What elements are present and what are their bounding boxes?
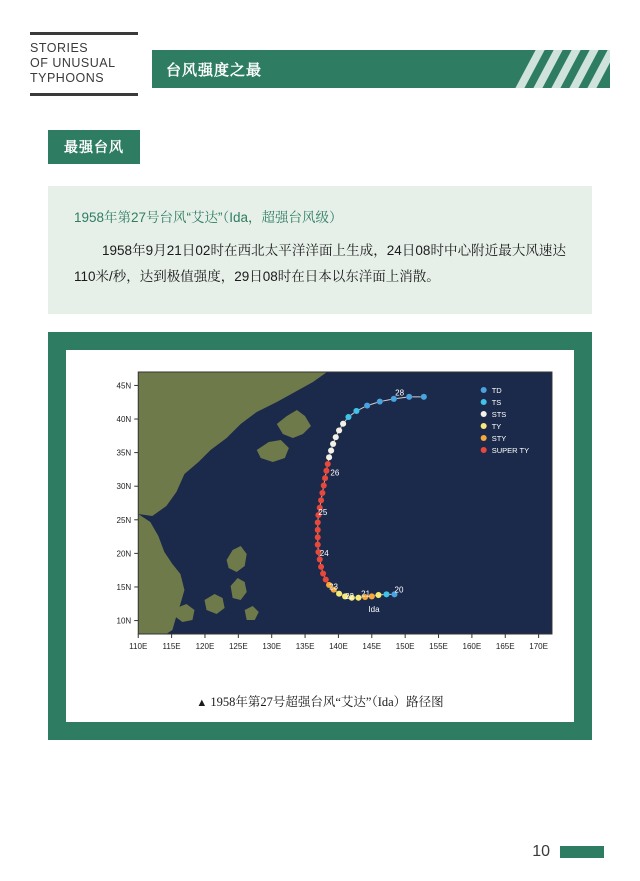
svg-text:30N: 30N [116,482,132,492]
svg-text:125E: 125E [228,642,248,651]
brand-rule-bottom [30,93,138,96]
svg-text:25: 25 [318,508,328,518]
svg-text:23: 23 [329,582,339,592]
svg-text:45N: 45N [116,381,132,391]
svg-text:25N: 25N [116,515,132,525]
svg-text:120E: 120E [195,642,215,651]
header-title: 台风强度之最 [166,62,263,79]
page-header [0,22,640,100]
figure-caption [66,692,574,710]
svg-text:145E: 145E [362,642,382,651]
svg-text:110E: 110E [129,642,148,651]
svg-text:130E: 130E [262,642,282,651]
brand-line-1: STORIES [30,41,89,55]
svg-text:10N: 10N [116,616,132,626]
figure-caption-text: 1958年第27号超强台风“艾达”（Ida）路径图 [210,695,444,709]
svg-text:135E: 135E [295,642,315,651]
svg-text:20: 20 [394,585,404,595]
svg-text:TY: TY [491,422,502,431]
svg-text:Ida: Ida [368,604,380,614]
svg-text:28: 28 [395,388,405,398]
svg-text:TS: TS [491,398,502,407]
callout-title: 1958年第27号台风“艾达”（Ida，超强台风级） [74,210,343,225]
header-bar [152,50,610,88]
svg-text:STS: STS [491,410,507,419]
svg-text:155E: 155E [429,642,448,651]
brand-line-3: TYPHOONS [30,71,105,85]
svg-text:21: 21 [361,589,371,599]
svg-text:SUPER TY: SUPER TY [491,446,530,455]
svg-text:15N: 15N [116,582,132,592]
svg-text:TD: TD [491,386,502,395]
svg-text:35N: 35N [116,448,132,458]
svg-text:150E: 150E [395,642,415,651]
section-tag: 最强台风 [48,130,140,164]
figure-frame [48,332,592,740]
typhoon-track-map [80,364,560,666]
svg-text:115E: 115E [162,642,181,651]
svg-text:22: 22 [345,592,355,602]
brand-block [30,22,148,96]
svg-text:165E: 165E [495,642,515,651]
caption-triangle-icon: ▲ [196,697,208,709]
svg-text:140E: 140E [329,642,348,651]
header-stripes-decoration [490,50,610,88]
page-footer [532,843,604,861]
brand-rule-top [30,32,138,35]
figure-inner [66,350,574,722]
svg-text:20N: 20N [116,549,132,559]
track-map-svg [80,364,560,666]
svg-text:170E: 170E [529,642,548,651]
brand-line-2: OF UNUSUAL [30,56,116,70]
svg-text:160E: 160E [462,642,482,651]
callout-body: 1958年9月21日02时在西北太平洋洋面上生成，24日08时中心附近最大风速达110米/秒，达到极值强度，29日08时在日本以东洋面上消散。 [74,243,566,284]
callout-box [48,186,592,314]
svg-text:24: 24 [319,549,329,559]
svg-text:STY: STY [491,434,507,443]
page-number: 10 [532,843,550,860]
footer-bar-decoration [560,846,604,858]
svg-text:40N: 40N [116,415,132,425]
svg-text:26: 26 [330,468,340,478]
